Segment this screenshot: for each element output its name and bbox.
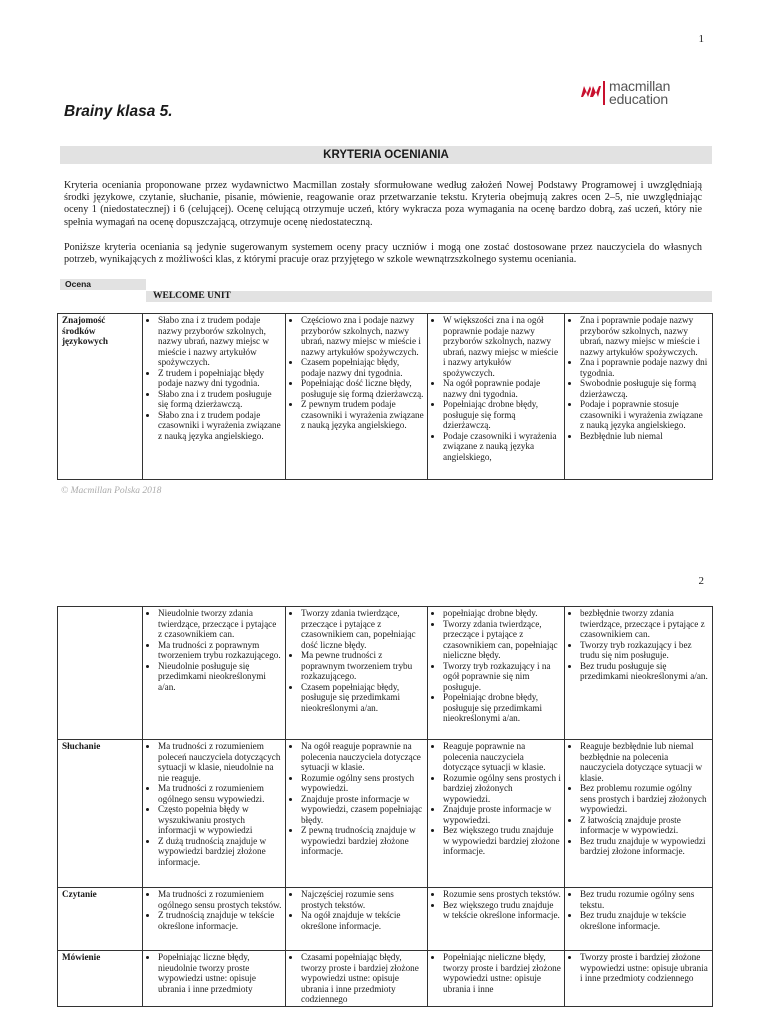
criteria-list: [568, 741, 709, 857]
grade-cell: [286, 607, 428, 740]
criterion-label: Słuchanie: [58, 740, 143, 888]
criteria-item: • Bez problemu rozumie ogólny sens prostych i bardziej złożonych wypowiedzi.: [580, 783, 709, 815]
criteria-list: [146, 608, 282, 692]
criteria-list: [568, 889, 709, 931]
criteria-list: [146, 741, 282, 867]
criteria-item: • Bez większego trudu znajduje w tekście określone informacje.: [443, 900, 561, 921]
criteria-item: • Czasem popełniając błędy, posługuje się przedimkami nieokreślonymi a/an.: [301, 682, 424, 714]
criteria-item: • Z pewnym trudem podaje czasowniki i wyrażenia związane z nauką języka angielskiego.: [301, 399, 424, 431]
criteria-item: • Popełniając drobne błędy, posługuje się formą dzierżawczą.: [443, 399, 561, 431]
grade-cell: [428, 740, 565, 888]
macmillan-education-logo: [581, 79, 689, 107]
criteria-item: • Tworzy proste i bardziej złożone wypowiedzi ustne: opisuje ubrania i inne przedmioty codziennego: [580, 952, 709, 984]
criteria-item: • Bez trudu posługuje się przedimkami nieokreślonymi a/an.: [580, 661, 709, 682]
criteria-item: • Nieudolnie tworzy zdania twierdzące, przeczące i pytające z czasownikiem can.: [158, 608, 282, 640]
criteria-item: • Bez większego trudu znajduje w wypowiedzi bardziej złożone informacje.: [443, 825, 561, 857]
criteria-item: • bezbłędnie tworzy zdania twierdzące, przeczące i pytające z czasownikiem can.: [580, 608, 709, 640]
grade-cell: [143, 607, 286, 740]
grade-cell: [428, 314, 565, 480]
criteria-list: [568, 952, 709, 984]
grade-cell: [565, 314, 713, 480]
grade-cell: [565, 951, 713, 1007]
criteria-item: • Na ogół znajduje w tekście określone informacje.: [301, 910, 424, 931]
criteria-item: • Rozumie ogólny sens prostych i bardziej złożonych wypowiedzi.: [443, 773, 561, 805]
criteria-item: • W większości zna i na ogół poprawnie podaje nazwy przyborów szkolnych, nazwy ubrań, nazwy miejsc w mieście i nazwy artykułów spożywczych.: [443, 315, 561, 378]
criteria-item: • Znajduje proste informacje w wypowiedzi.: [443, 804, 561, 825]
grade-cell: [286, 888, 428, 951]
criteria-item: • Bez trudu znajduje w tekście określone informacje.: [580, 910, 709, 931]
criteria-list: [431, 315, 561, 462]
criteria-item: • Swobodnie posługuje się formą dzierżawczą.: [580, 378, 709, 399]
criteria-list: [289, 315, 424, 431]
criteria-item: • Reaguje poprawnie na polecenia nauczyciela dotyczące sytuacji w klasie.: [443, 741, 561, 773]
criterion-label: Znajomość środków językowych: [58, 314, 143, 480]
criteria-item: • Na ogół reaguje poprawnie na polecenia nauczyciela dotyczące sytuacji w klasie.: [301, 741, 424, 773]
criteria-list: [431, 889, 561, 921]
criteria-list: [146, 889, 282, 931]
criterion-label: Mówienie: [58, 951, 143, 1007]
criteria-item: • Znajduje proste informacje w wypowiedzi, czasem popełniając błędy.: [301, 794, 424, 826]
unit-header: WELCOME UNIT: [146, 291, 712, 302]
grade-cell: [286, 740, 428, 888]
criteria-item: • Ma trudności z poprawnym tworzeniem trybu rozkazującego.: [158, 640, 282, 661]
criteria-item: • Słabo zna i z trudem posługuje się formą dzierżawczą.: [158, 389, 282, 410]
criteria-item: • Czasem popełniając błędy, podaje nazwy dni tygodnia.: [301, 357, 424, 378]
criteria-list: [146, 952, 282, 994]
criteria-item: • Na ogół poprawnie podaje nazwy dni tygodnia.: [443, 378, 561, 399]
criteria-item: • Bezbłędnie lub niemal: [580, 431, 709, 442]
table-row: [58, 888, 713, 951]
grade-cell: [143, 888, 286, 951]
criteria-item: • Podaje czasowniki i wyrażenia związane z nauką języka angielskiego,: [443, 431, 561, 463]
logo-word-education: education: [609, 91, 668, 107]
grade-cell: [565, 607, 713, 740]
criteria-item: • Tworzy zdania twierdzące, przeczące i pytające z czasownikiem can, popełniając nieliczne błędy.: [443, 619, 561, 661]
grade-cell: [143, 951, 286, 1007]
criteria-item: • Popełniając dość liczne błędy, posługuje się formą dzierżawczą.: [301, 378, 424, 399]
criteria-item: • Ma trudności z rozumieniem ogólnego sensu prostych tekstów.: [158, 889, 282, 910]
criteria-item: • Reaguje bezbłędnie lub niemal bezbłędnie na polecenia nauczyciela dotyczące sytuacji w klasie.: [580, 741, 709, 783]
criteria-item: • Popełniając nieliczne błędy, tworzy proste i bardziej złożone wypowiedzi ustne: opisuje ubrania i inne: [443, 952, 561, 994]
criteria-item: • Zna i poprawnie podaje nazwy dni tygodnia.: [580, 357, 709, 378]
grade-cell: [143, 314, 286, 480]
logo-word-macmillan: macmillan: [609, 78, 671, 94]
criteria-item: • Z trudem i popełniając błędy podaje nazwy dni tygodnia.: [158, 368, 282, 389]
criteria-item: • Tworzy tryb rozkazujący i bez trudu się nim posługuje.: [580, 640, 709, 661]
criteria-item: • Słabo zna i z trudem podaje czasowniki i wyrażenia związane z nauką języka angielskiego.: [158, 410, 282, 442]
table-row: [58, 607, 713, 740]
page-number: 1: [698, 33, 704, 45]
criteria-list: [568, 608, 709, 682]
criteria-item: • Tworzy tryb rozkazujący i na ogół poprawnie się nim posługuje.: [443, 661, 561, 693]
criteria-item: • Słabo zna i z trudem podaje nazwy przyborów szkolnych, nazwy ubrań, nazwy miejsc w mieście i nazwy artykułów spożywczych.: [158, 315, 282, 368]
grade-cell: [428, 888, 565, 951]
criteria-list: [431, 952, 561, 994]
table-row: [58, 951, 713, 1007]
criteria-list: [289, 889, 424, 931]
criteria-table-page2: [57, 606, 713, 1007]
section-heading-text: KRYTERIA OCENIANIA: [323, 149, 449, 161]
criteria-table-page1: [57, 313, 713, 480]
criteria-item: • Tworzy zdania twierdzące, przeczące i pytające z czasownikiem can, popełniając dość liczne błędy.: [301, 608, 424, 650]
grade-cell: [428, 951, 565, 1007]
criteria-item: • Rozumie ogólny sens prostych wypowiedzi.: [301, 773, 424, 794]
criteria-item: • Najczęściej rozumie sens prostych tekstów.: [301, 889, 424, 910]
section-heading: [60, 146, 712, 164]
criteria-list: [431, 741, 561, 857]
criteria-item: • Podaje i poprawnie stosuje czasowniki i wyrażenia związane z nauką języka angielskiego.: [580, 399, 709, 431]
criteria-list: [146, 315, 282, 441]
grade-cell: [286, 314, 428, 480]
criteria-item: • Z dużą trudnością znajduje w wypowiedzi bardziej złożone informacje.: [158, 836, 282, 868]
grade-cell: [565, 888, 713, 951]
criteria-item: • Zna i poprawnie podaje nazwy przyborów szkolnych, nazwy ubrań, nazwy miejsc w mieście i nazwy artykułów spożywczych.: [580, 315, 709, 357]
criteria-item: • Nieudolnie posługuje się przedimkami nieokreślonymi a/an.: [158, 661, 282, 693]
criteria-item: • Rozumie sens prostych tekstów.: [443, 889, 561, 900]
criteria-list: [289, 741, 424, 857]
criterion-label: Czytanie: [58, 888, 143, 951]
table-row: [58, 740, 713, 888]
criteria-item: • Z trudnością znajduje w tekście określone informacje.: [158, 910, 282, 931]
criteria-item: • Ma pewne trudności z poprawnym tworzeniem trybu rozkazującego.: [301, 650, 424, 682]
criteria-item: • Czasami popełniając błędy, tworzy proste i bardziej złożone wypowiedzi ustne: opisuje ubrania i inne przedmioty codziennego: [301, 952, 424, 1005]
grade-header-label: Ocena: [60, 279, 146, 290]
criteria-list: [289, 608, 424, 713]
criteria-item: • Popełniając drobne błędy, posługuje się przedimkami nieokreślonymi a/an.: [443, 692, 561, 724]
intro-paragraph-1: Kryteria oceniania proponowane przez wydawnictwo Macmillan zostały sformułowane według założeń Nowej Podstawy Programowej i uwzględniają środki językowe, czytanie, słuchanie, pisanie, mówienie, reagowanie oraz przetwarzanie tekstu. Kryteria obejmują zakres ocen 2–5, nie uwzględniając oceny 1 (niedostatecznej) i 6 (celującej). Ocenę celującą otrzymuje uczeń, który wykracza poza wymagania na ocenę bardzo dobrą, zaś uczeń, który nie spełnia wymagań na ocenę dopuszczającą, otrzymuje ocenę niedostateczną.: [64, 180, 702, 228]
criteria-item: • popełniając drobne błędy.: [443, 608, 561, 619]
grade-cell: [143, 740, 286, 888]
grade-cell: [565, 740, 713, 888]
criteria-list: [568, 315, 709, 441]
criteria-item: • Popełniając liczne błędy, nieudolnie tworzy proste wypowiedzi ustne: opisuje ubrania i inne przedmioty: [158, 952, 282, 994]
grade-cell: [428, 607, 565, 740]
criteria-item: • Z łatwością znajduje proste informacje w wypowiedzi.: [580, 815, 709, 836]
macmillan-logo-icon: [581, 83, 601, 97]
criteria-item: • Często popełnia błędy w wyszukiwaniu prostych informacji w wypowiedzi: [158, 804, 282, 836]
document-title: Brainy klasa 5.: [64, 103, 173, 120]
criterion-label: [58, 607, 143, 740]
criteria-list: [431, 608, 561, 724]
page-number: 2: [698, 575, 704, 587]
criteria-item: • Bez trudu znajduje w wypowiedzi bardziej złożone informacje.: [580, 836, 709, 857]
grade-cell: [286, 951, 428, 1007]
table-row: [58, 314, 713, 480]
criteria-list: [289, 952, 424, 1005]
criteria-item: • Ma trudności z rozumieniem ogólnego sensu wypowiedzi.: [158, 783, 282, 804]
intro-paragraph-2: Poniższe kryteria oceniania są jedynie sugerowanym systemem oceny pracy uczniów i mogą one zostać dostosowane przez nauczyciela do własnych potrzeb, wynikających z możliwości klas, z którymi pracuje oraz przyjętego w szkole wewnątrzszkolnego systemu oceniania.: [64, 242, 702, 266]
criteria-item: • Ma trudności z rozumieniem poleceń nauczyciela dotyczących sytuacji w klasie, nieudolnie na nie reaguje.: [158, 741, 282, 783]
criteria-item: • Bez trudu rozumie ogólny sens tekstu.: [580, 889, 709, 910]
criteria-item: • Z pewną trudnością znajduje w wypowiedzi bardziej złożone informacje.: [301, 825, 424, 857]
criteria-item: • Częściowo zna i podaje nazwy przyborów szkolnych, nazwy ubrań, nazwy miejsc w mieście i nazwy artykułów spożywczych.: [301, 315, 424, 357]
copyright-notice: © Macmillan Polska 2018: [61, 486, 162, 496]
